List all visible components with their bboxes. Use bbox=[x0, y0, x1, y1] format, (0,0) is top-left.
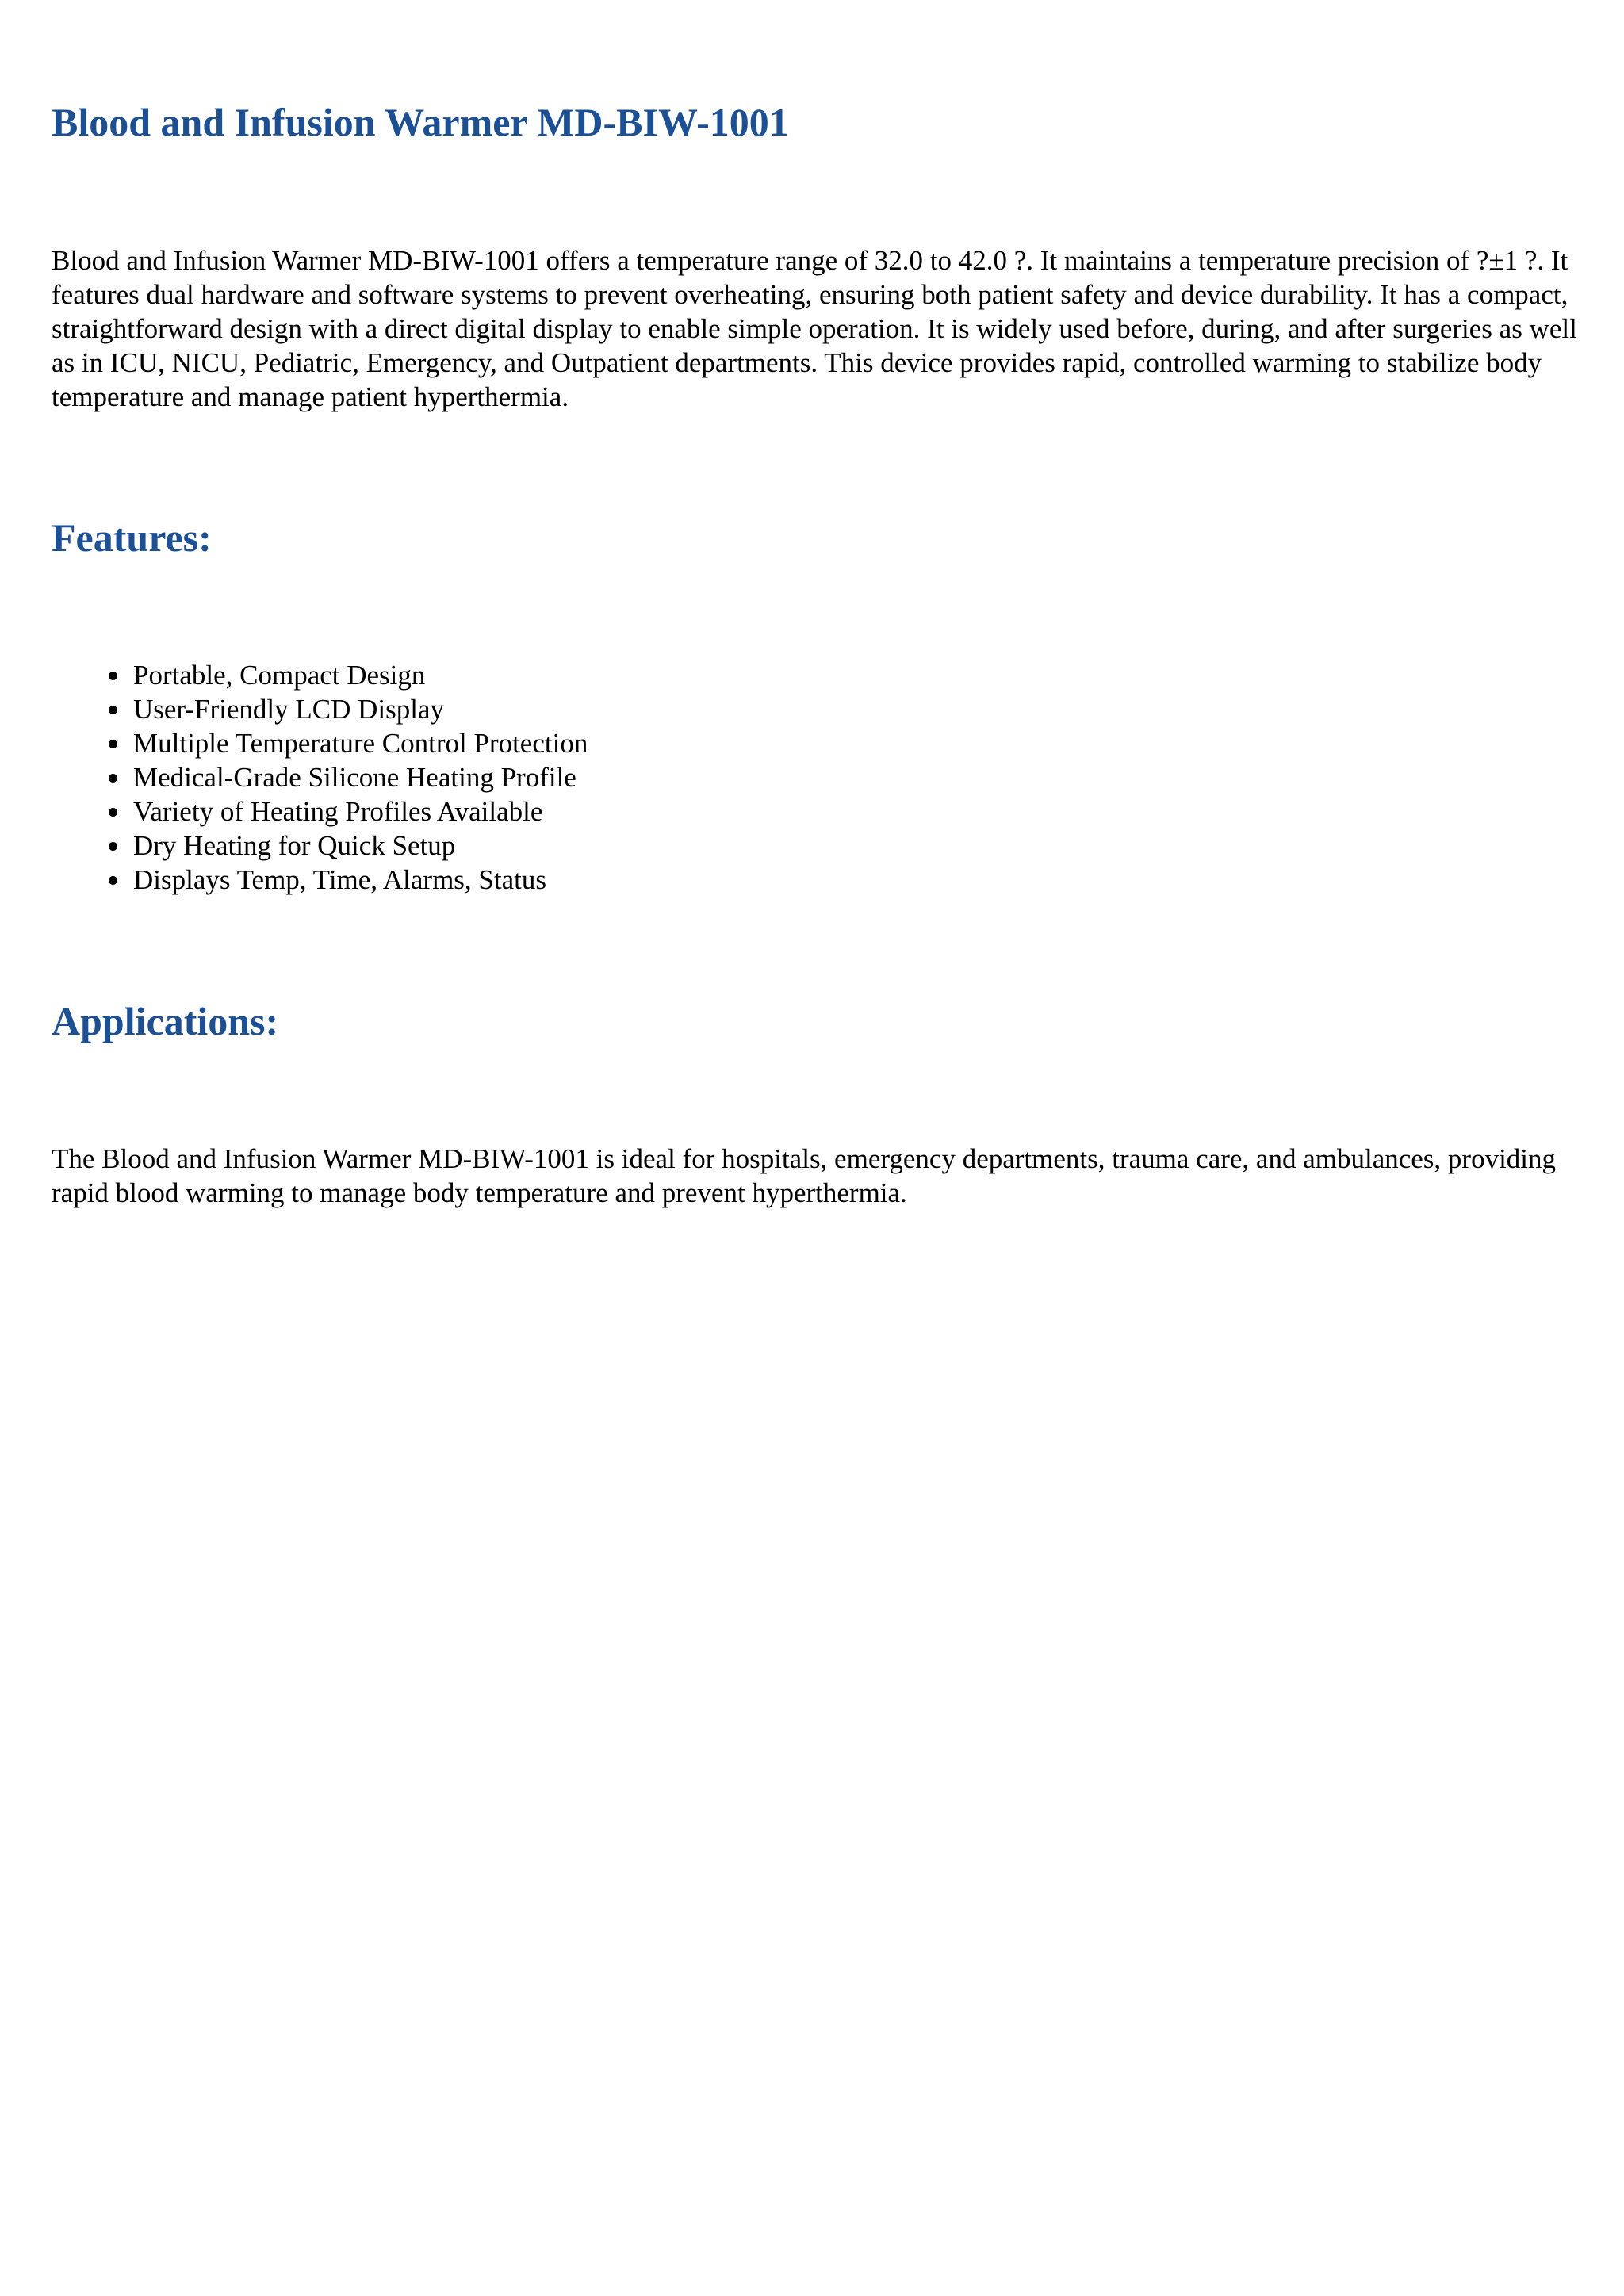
list-item: Displays Temp, Time, Alarms, Status bbox=[52, 863, 588, 897]
page-title: Blood and Infusion Warmer MD-BIW-1001 bbox=[52, 100, 789, 144]
intro-paragraph: Blood and Infusion Warmer MD-BIW-1001 offers a temperature range of 32.0 to 42.0 ?. It maintains a temperature precision of ?±1 ?. It features dual hardware and software systems to prevent overheating, ensuring both patient safety and device durability. It has a compact, straightforward design with a direct digital display to enable simple operation. It is widely used before, during, and after surgeries as well as in ICU, NICU, Pediatric, Emergency, and Outpatient departments. This device provides rapid, controlled warming to stabilize body temperature and manage patient hyperthermia. bbox=[52, 245, 1577, 412]
applications-heading: Applications: bbox=[52, 999, 279, 1043]
list-item: Multiple Temperature Control Protection bbox=[52, 726, 588, 760]
applications-paragraph: The Blood and Infusion Warmer MD-BIW-1001 is ideal for hospitals, emergency departments, trauma care, and ambulances, providing rapid blood warming to manage body temperature and prevent hyperthermia. bbox=[52, 1143, 1557, 1208]
features-list bbox=[52, 658, 588, 897]
list-item: Medical-Grade Silicone Heating Profile bbox=[52, 760, 588, 794]
list-item: User-Friendly LCD Display bbox=[52, 692, 588, 726]
features-heading: Features: bbox=[52, 515, 212, 560]
list-item: Portable, Compact Design bbox=[52, 658, 588, 692]
list-item: Variety of Heating Profiles Available bbox=[52, 794, 588, 828]
list-item: Dry Heating for Quick Setup bbox=[52, 828, 588, 863]
